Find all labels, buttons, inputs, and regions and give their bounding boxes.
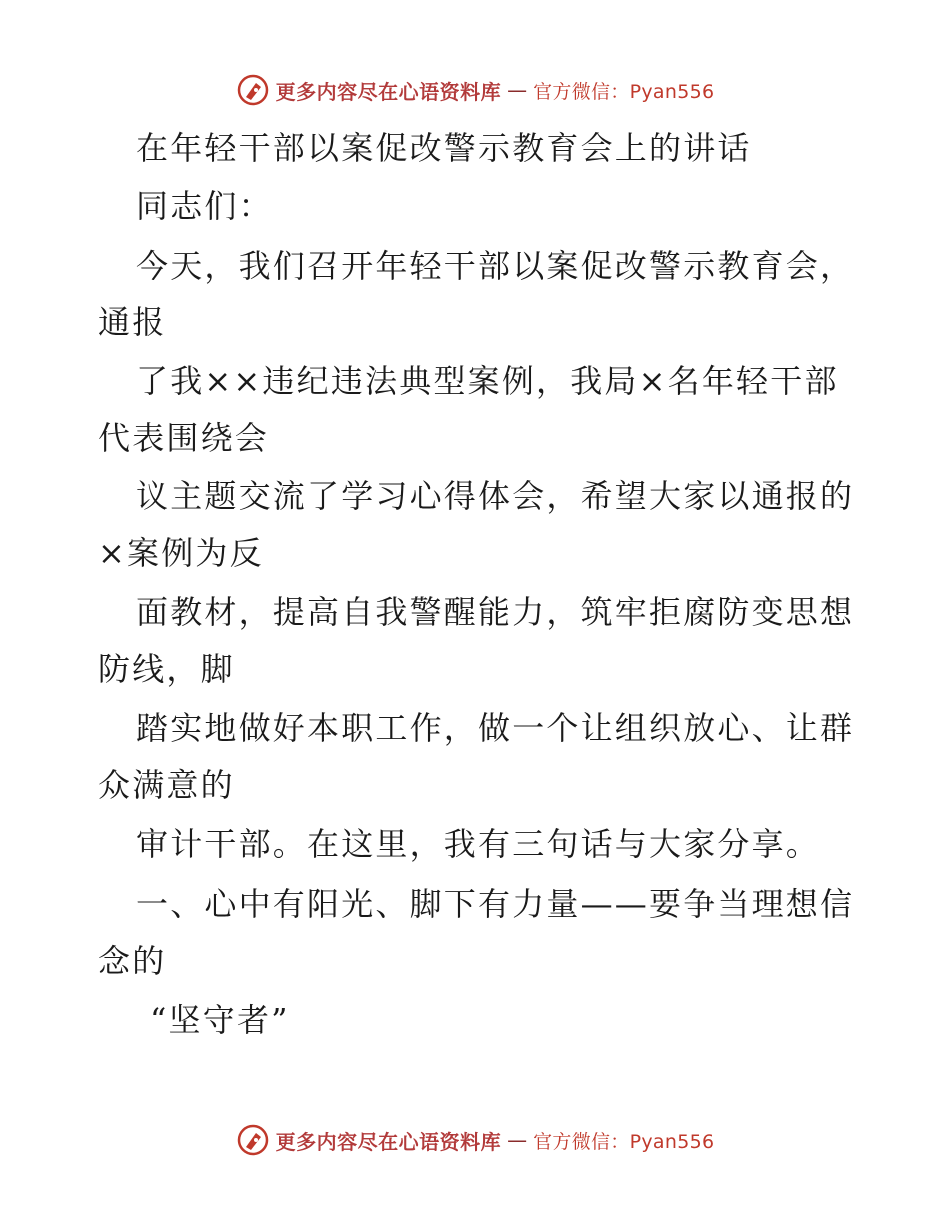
watermark-contact: 官方微信：Pyan556 — [533, 80, 715, 103]
paragraph-line: 今天，我们召开年轻干部以案促改警示教育会， — [136, 247, 855, 285]
document-title: 在年轻干部以案促改警示教育会上的讲话 — [136, 129, 752, 167]
watermark-separator: — — [507, 1128, 528, 1152]
document-salutation: 同志们： — [136, 187, 273, 225]
paragraph-line: 众满意的 — [98, 766, 235, 804]
watermark-separator: — — [507, 78, 528, 102]
section-heading-line: 念的 — [98, 942, 167, 980]
footer-watermark — [0, 1120, 950, 1160]
paragraph-line: 审计干部。在这里，我有三句话与大家分享。 — [136, 825, 821, 863]
pen-nib-logo-icon — [236, 1123, 270, 1157]
watermark-brand: 更多内容尽在心语资料库 — [275, 1129, 502, 1154]
paragraph-line: 面教材，提高自我警醒能力，筑牢拒腐防变思想 — [136, 593, 855, 631]
watermark-contact: 官方微信：Pyan556 — [533, 1130, 715, 1153]
paragraph-line: 通报 — [98, 303, 167, 341]
paragraph-line: 防线，脚 — [98, 650, 235, 688]
paragraph-line: 踏实地做好本职工作，做一个让组织放心、让群 — [136, 709, 855, 747]
paragraph-line: ×案例为反 — [98, 534, 264, 572]
watermark-brand: 更多内容尽在心语资料库 — [275, 79, 502, 104]
paragraph-line: 了我××违纪违法典型案例，我局×名年轻干部 — [136, 362, 839, 400]
paragraph-line: 代表围绕会 — [98, 419, 270, 457]
paragraph-line: 议主题交流了学习心得体会，希望大家以通报的 — [136, 477, 855, 515]
pen-nib-logo-icon — [236, 73, 270, 107]
section-heading-line: 一、心中有阳光、脚下有力量——要争当理想信 — [136, 885, 855, 923]
section-heading-line: “坚守者” — [150, 1001, 290, 1039]
header-watermark — [0, 70, 950, 110]
